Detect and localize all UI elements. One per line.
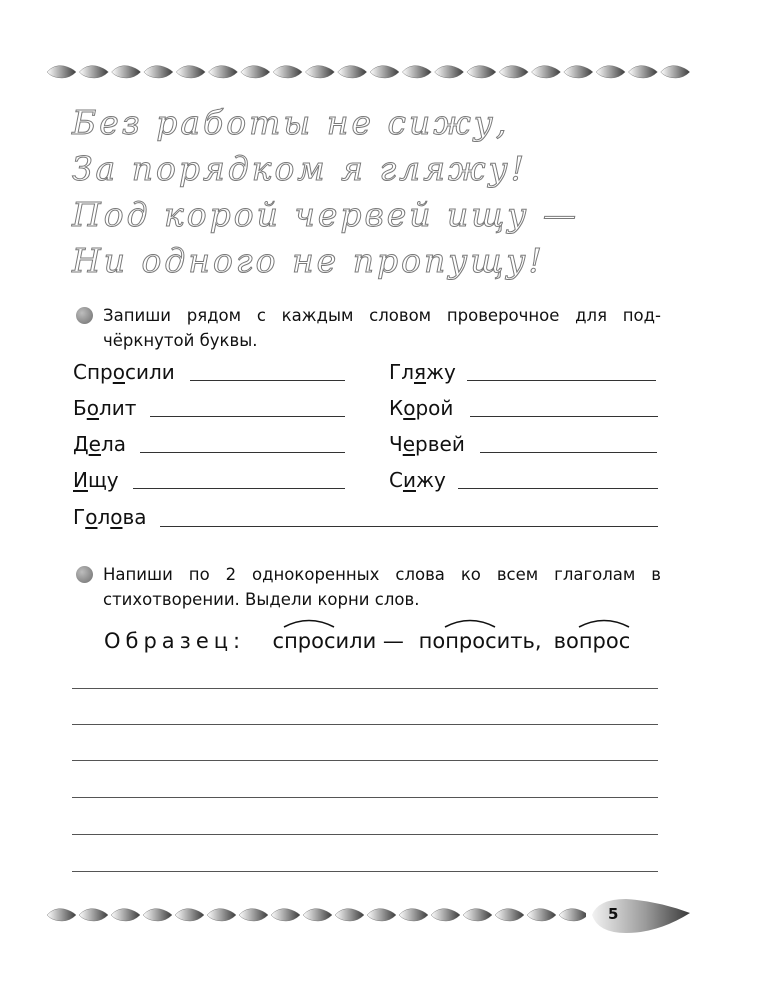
sample-example [104, 624, 630, 658]
answer-line[interactable] [458, 488, 658, 489]
leaf-ornament [559, 909, 586, 921]
leaf-ornament [176, 66, 205, 78]
leaf-ornament [271, 909, 300, 921]
writing-line[interactable] [72, 724, 658, 725]
leaf-ornament [661, 66, 690, 78]
writing-line[interactable] [72, 871, 658, 872]
leaf-ornament [79, 909, 108, 921]
leaf-ornament [628, 66, 657, 78]
answer-line[interactable] [133, 488, 345, 489]
word-text: Болит [73, 396, 137, 420]
leaf-ornament [532, 66, 561, 78]
writing-line[interactable] [72, 797, 658, 798]
word-item [389, 466, 446, 494]
answer-line[interactable] [160, 526, 658, 527]
word-text: Корой [389, 396, 454, 420]
answer-line[interactable] [480, 452, 657, 453]
poem [72, 100, 672, 284]
leaf-ornament [47, 66, 76, 78]
sample-dash: — [376, 629, 411, 653]
answer-line[interactable] [467, 380, 656, 381]
leaf-ornament [273, 66, 302, 78]
bullet-icon [76, 566, 93, 583]
word-item [389, 430, 465, 458]
word-item [73, 466, 119, 494]
word-item [73, 503, 147, 531]
sample-label: Образец: [104, 629, 246, 653]
leaf-ornament [431, 909, 460, 921]
word-text: Ищу [73, 468, 119, 492]
task-1 [76, 303, 661, 353]
leaf-ornament [209, 66, 238, 78]
leaf-ornament [79, 66, 108, 78]
leaf-ornament [112, 66, 141, 78]
page-number: 5 [608, 905, 619, 923]
answer-line[interactable] [140, 452, 345, 453]
root-mark: прос [579, 624, 630, 658]
leaf-ornament [338, 66, 367, 78]
decorative-border-top [46, 62, 696, 82]
leaf-ornament [399, 909, 428, 921]
leaf-ornament [402, 66, 431, 78]
writing-line[interactable] [72, 760, 658, 761]
poem-line: За порядком я гляжу! [72, 149, 527, 188]
poem-line: Под корой червей ищу — [72, 195, 579, 234]
leaf-ornament [335, 909, 364, 921]
sample-word: попрос ить, [419, 624, 542, 658]
answer-line[interactable] [190, 380, 345, 381]
leaf-ornament [370, 66, 399, 78]
leaf-ornament [47, 909, 76, 921]
poem-line: Ни одного не пропущу! [72, 241, 545, 280]
root-mark: прос [445, 624, 496, 658]
leaf-ornament [467, 66, 496, 78]
leaf-ornament [111, 909, 140, 921]
answer-line[interactable] [470, 416, 658, 417]
leaf-ornament [207, 909, 236, 921]
word-text: Сижу [389, 468, 446, 492]
task-2 [76, 562, 661, 612]
leaf-ornament [367, 909, 396, 921]
word-item [389, 358, 456, 386]
task-2-instruction: Напиши по 2 однокоренных слова ко всем глаголам в стихотворении. Выдели корни слов. [103, 565, 661, 609]
writing-line[interactable] [72, 834, 658, 835]
leaf-ornament [564, 66, 593, 78]
word-text: Голова [73, 505, 147, 529]
leaf-ornament [463, 909, 492, 921]
answer-line[interactable] [150, 416, 345, 417]
leaf-ornament [241, 66, 270, 78]
leaf-ornament [143, 909, 172, 921]
word-item [389, 394, 453, 422]
word-text: Спросили [73, 360, 175, 384]
leaf-ornament [175, 909, 204, 921]
leaf-ornament [435, 66, 464, 78]
leaf-ornament [305, 66, 334, 78]
bullet-icon [76, 307, 93, 324]
poem-line: Без работы не сижу, [72, 103, 510, 142]
task-1-instruction: Запиши рядом с каждым словом проверочное для под-чёркнутой буквы. [103, 306, 661, 350]
page-number-tab [588, 893, 693, 938]
sample-word: вопрос [554, 624, 631, 658]
word-item [73, 394, 136, 422]
writing-line[interactable] [72, 688, 658, 689]
leaf-ornament [303, 909, 332, 921]
leaf-ornament [239, 909, 268, 921]
sample-word: спрос или [273, 624, 377, 658]
leaf-ornament [527, 909, 556, 921]
word-text: Дела [73, 432, 126, 456]
leaf-ornament [144, 66, 173, 78]
word-text: Гляжу [389, 360, 456, 384]
leaf-ornament [495, 909, 524, 921]
leaf-ornament [499, 66, 528, 78]
word-item [73, 430, 126, 458]
decorative-border-bottom [46, 905, 586, 925]
word-item [73, 358, 175, 386]
root-mark: прос [284, 624, 335, 658]
word-text: Червей [389, 432, 465, 456]
leaf-ornament [596, 66, 625, 78]
